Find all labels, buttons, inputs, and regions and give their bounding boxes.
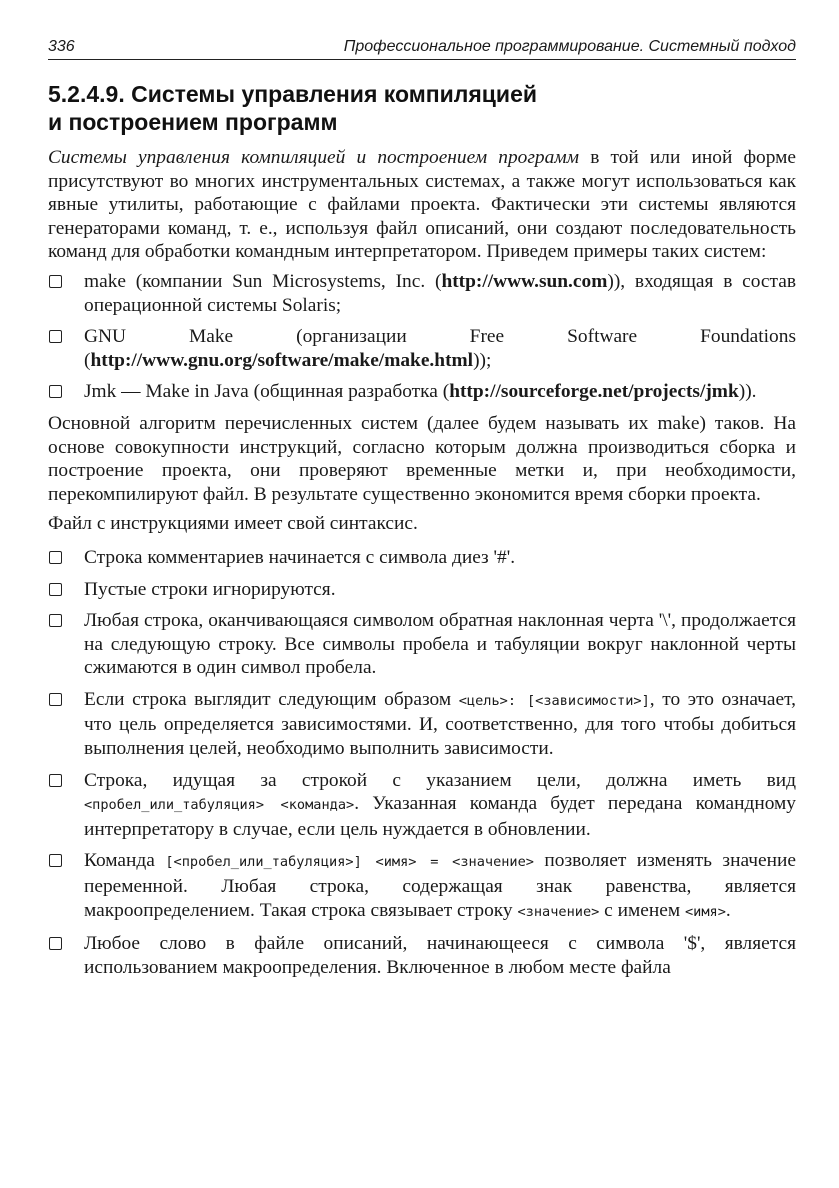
checkbox-bullet-icon <box>49 937 62 950</box>
system-desc-end: )). <box>738 381 757 403</box>
syntax-paragraph: Файл с инструкциями имеет свой синтаксис. <box>48 513 418 535</box>
checkbox-bullet-icon <box>49 854 62 867</box>
code-snippet: [<пробел_или_табуляция>] <имя> = <значение> <box>165 854 534 871</box>
intro-term: Системы управления компиляцией и построением программ <box>48 147 580 168</box>
list-item <box>48 769 796 842</box>
rule-text-part: с именем <box>599 899 685 921</box>
checkbox-bullet-icon <box>49 774 62 787</box>
list-item <box>48 325 796 372</box>
rule-text-part: . Указанная команда будет передана командному интерпретатору в случае, если цель нуждается в обновлении. <box>84 793 796 840</box>
system-desc-end: )); <box>473 349 492 371</box>
rule-text <box>84 849 796 924</box>
checkbox-bullet-icon <box>49 693 62 706</box>
system-url: http://www.sun.com <box>441 270 608 292</box>
running-header <box>48 34 796 60</box>
rule-text <box>84 769 796 842</box>
rule-text <box>84 688 796 761</box>
list-item <box>48 932 796 979</box>
checkbox-bullet-icon <box>49 275 62 288</box>
rule-text: Строка комментариев начинается с символа диез '#'. <box>84 546 516 568</box>
list-item <box>48 380 796 404</box>
list-item <box>48 578 796 602</box>
rule-text-part: позволяет изменять значение переменной. Любая строка, содержащая знак равенства, является макроопределением. Такая строка связывает строку <box>84 850 796 921</box>
intro-text: в той или иной форме присутствуют во многих инструментальных системах, а также могут использоваться как явные утилиты, работающие с файлами проекта. Фактически эти системы являются генераторами команд, т. е., используя файл описаний, они создают последовательность команд для обработки командным интерпретатором. Приведем примеры таких систем: <box>48 147 796 263</box>
section-title <box>48 80 796 136</box>
code-snippet: <имя> <box>684 903 726 920</box>
rule-text: Пустые строки игнорируются. <box>84 578 336 600</box>
intro-paragraph <box>48 146 796 264</box>
list-item <box>48 546 796 570</box>
rule-text-part: Если строка выглядит следующим образом <box>84 688 459 710</box>
checkbox-bullet-icon <box>49 583 62 596</box>
system-url: http://sourceforge.net/projects/jmk <box>449 381 739 403</box>
syntax-rules-list <box>48 546 796 980</box>
running-title: Профессиональное программирование. Системный подход <box>343 38 796 55</box>
code-snippet: <пробел_или_табуляция> <команда> <box>84 797 355 814</box>
system-item-text <box>84 270 796 317</box>
rule-text: Любая строка, оканчивающаяся символом обратная наклонная черта '\', продолжается на следующую строку. Все символы пробела и табуляции вокруг наклонной черты сжимаются в один символ пробела. <box>84 610 796 679</box>
system-desc: Jmk — Make in Java (общинная разработка ( <box>84 381 450 403</box>
system-item-text <box>84 380 796 404</box>
rule-text-part: , то это означает, что цель определяется зависимостями. И, соответственно, для того чтобы добиться выполнения целей, необходимо выполнить зависимости. <box>84 688 796 760</box>
checkbox-bullet-icon <box>49 614 62 627</box>
systems-list <box>48 270 796 404</box>
rule-text: Любое слово в файле описаний, начинающееся с символа '$', является использованием макроопределения. Включенное в любом месте файла <box>84 933 796 978</box>
system-desc-end: )), входящая в состав операционной системы Solaris; <box>84 270 796 316</box>
code-snippet: <цель>: [<зависимости>] <box>458 692 650 709</box>
system-desc: make (компании Sun Microsystems, Inc. ( <box>84 270 442 292</box>
checkbox-bullet-icon <box>49 330 62 343</box>
rule-text-part: Команда <box>84 850 166 872</box>
list-item <box>48 849 796 924</box>
section-title-line1: 5.2.4.9. Системы управления компиляцией <box>48 81 537 107</box>
checkbox-bullet-icon <box>49 551 62 564</box>
algorithm-paragraph: Основной алгоритм перечисленных систем (далее будем называть их make) таков. На основе совокупности инструкций, согласно которым должна производиться сборка и построение проекта, они проверяют временные метки и, при необходимости, перекомпилируют файл. В результате существенно экономится время сборки проекта. <box>48 412 796 505</box>
system-item-text <box>84 325 796 372</box>
system-desc: GNU Make (организации Free Software Foundations ( <box>84 326 796 371</box>
rule-text-part: . <box>725 899 731 921</box>
rule-text-part: Строка, идущая за строкой с указанием цели, должна иметь вид <box>84 769 796 791</box>
page-number: 336 <box>48 38 75 55</box>
checkbox-bullet-icon <box>49 385 62 398</box>
list-item <box>48 688 796 761</box>
code-snippet: <значение> <box>517 903 600 920</box>
list-item <box>48 609 796 680</box>
section-title-line2: и построением программ <box>48 109 338 135</box>
list-item <box>48 270 796 317</box>
system-url: http://www.gnu.org/software/make/make.html <box>90 349 474 371</box>
book-page <box>48 34 796 987</box>
